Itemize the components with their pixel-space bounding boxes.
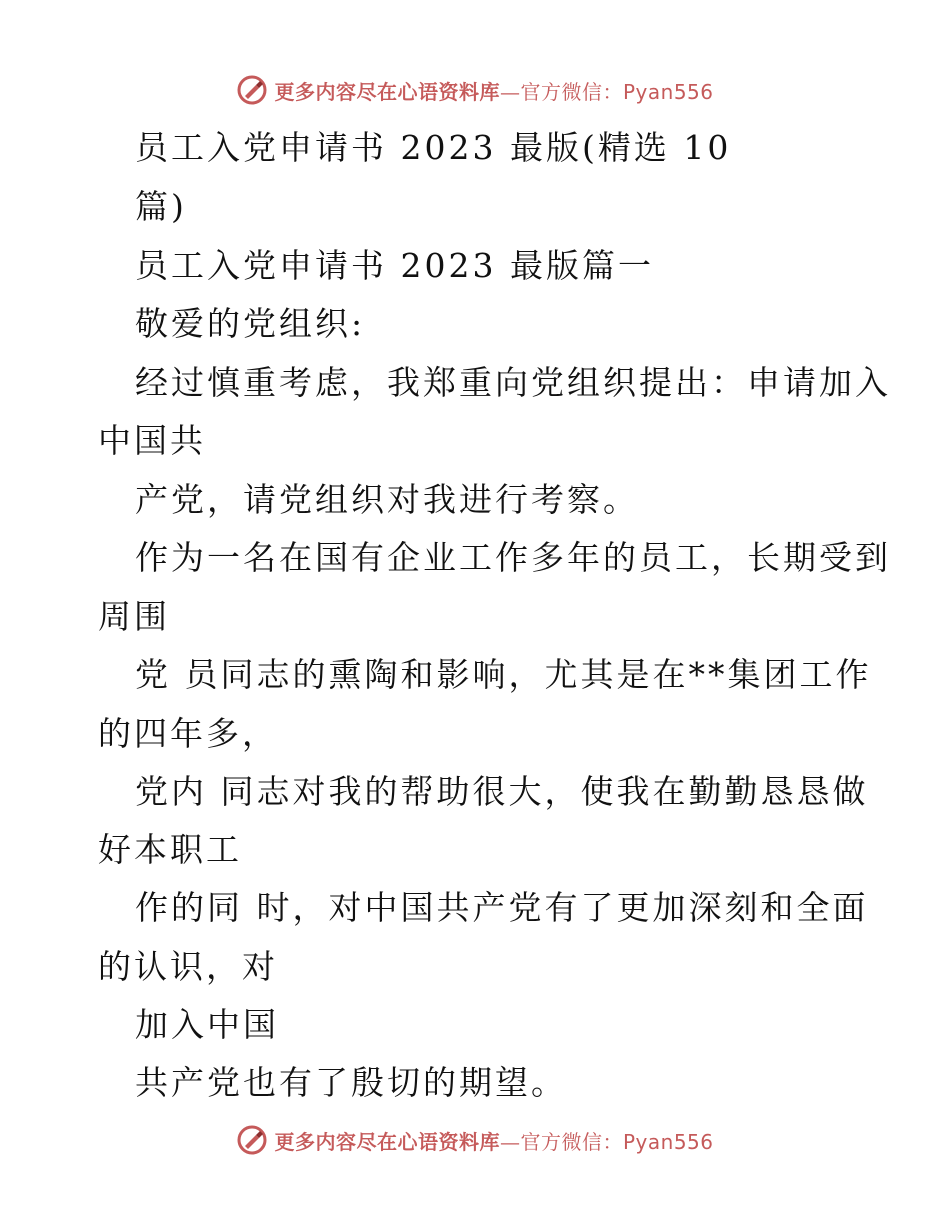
watermark-separator: — [499, 79, 521, 104]
footer-watermark [0, 1120, 950, 1160]
paragraph-line: 产党，请党组织对我进行考察。 [135, 480, 639, 519]
doc-title-line-1: 员工入党申请书 2023 最版(精选 10 [135, 128, 732, 167]
paragraph-line: 作的同 时，对中国共产党有了更加深刻和全面 [135, 888, 869, 927]
watermark-wechat-label: 官方微信： [520, 79, 623, 104]
paragraph-line: 共产党也有了殷切的期望。 [135, 1063, 567, 1102]
watermark-main-text: 更多内容尽在心语资料库 [274, 79, 500, 104]
paragraph-line: 作为一名在国有企业工作多年的员工，长期受到 [135, 538, 891, 577]
salutation: 敬爱的党组织: [135, 304, 366, 343]
watermark-text [274, 76, 713, 105]
paragraph-line: 经过慎重考虑，我郑重向党组织提出：申请加入 [135, 363, 891, 402]
watermark-main-text: 更多内容尽在心语资料库 [274, 1129, 500, 1154]
paragraph-line: 周围 [98, 597, 170, 636]
watermark-wechat-label: 官方微信： [520, 1129, 623, 1154]
paragraph-line: 中国共 [98, 421, 206, 460]
header-watermark [0, 70, 950, 110]
red-circle-pen-icon [236, 1124, 268, 1156]
doc-title-line-2: 篇) [135, 187, 187, 226]
watermark-text [274, 1126, 713, 1155]
red-circle-pen-icon [236, 74, 268, 106]
paragraph-line: 的认识，对 [98, 947, 278, 986]
paragraph-line: 加入中国 [135, 1005, 279, 1044]
paragraph-line: 好本职工 [98, 830, 242, 869]
section-heading: 员工入党申请书 2023 最版篇一 [135, 246, 654, 285]
paragraph-line: 的四年多， [98, 714, 278, 753]
watermark-separator: — [499, 1129, 521, 1154]
paragraph-line: 党内 同志对我的帮助很大，使我在勤勤恳恳做 [135, 772, 869, 811]
paragraph-line: 党 员同志的熏陶和影响，尤其是在**集团工作 [135, 655, 872, 694]
watermark-wechat-id: Pyan556 [622, 79, 714, 104]
watermark-wechat-id: Pyan556 [622, 1129, 714, 1154]
